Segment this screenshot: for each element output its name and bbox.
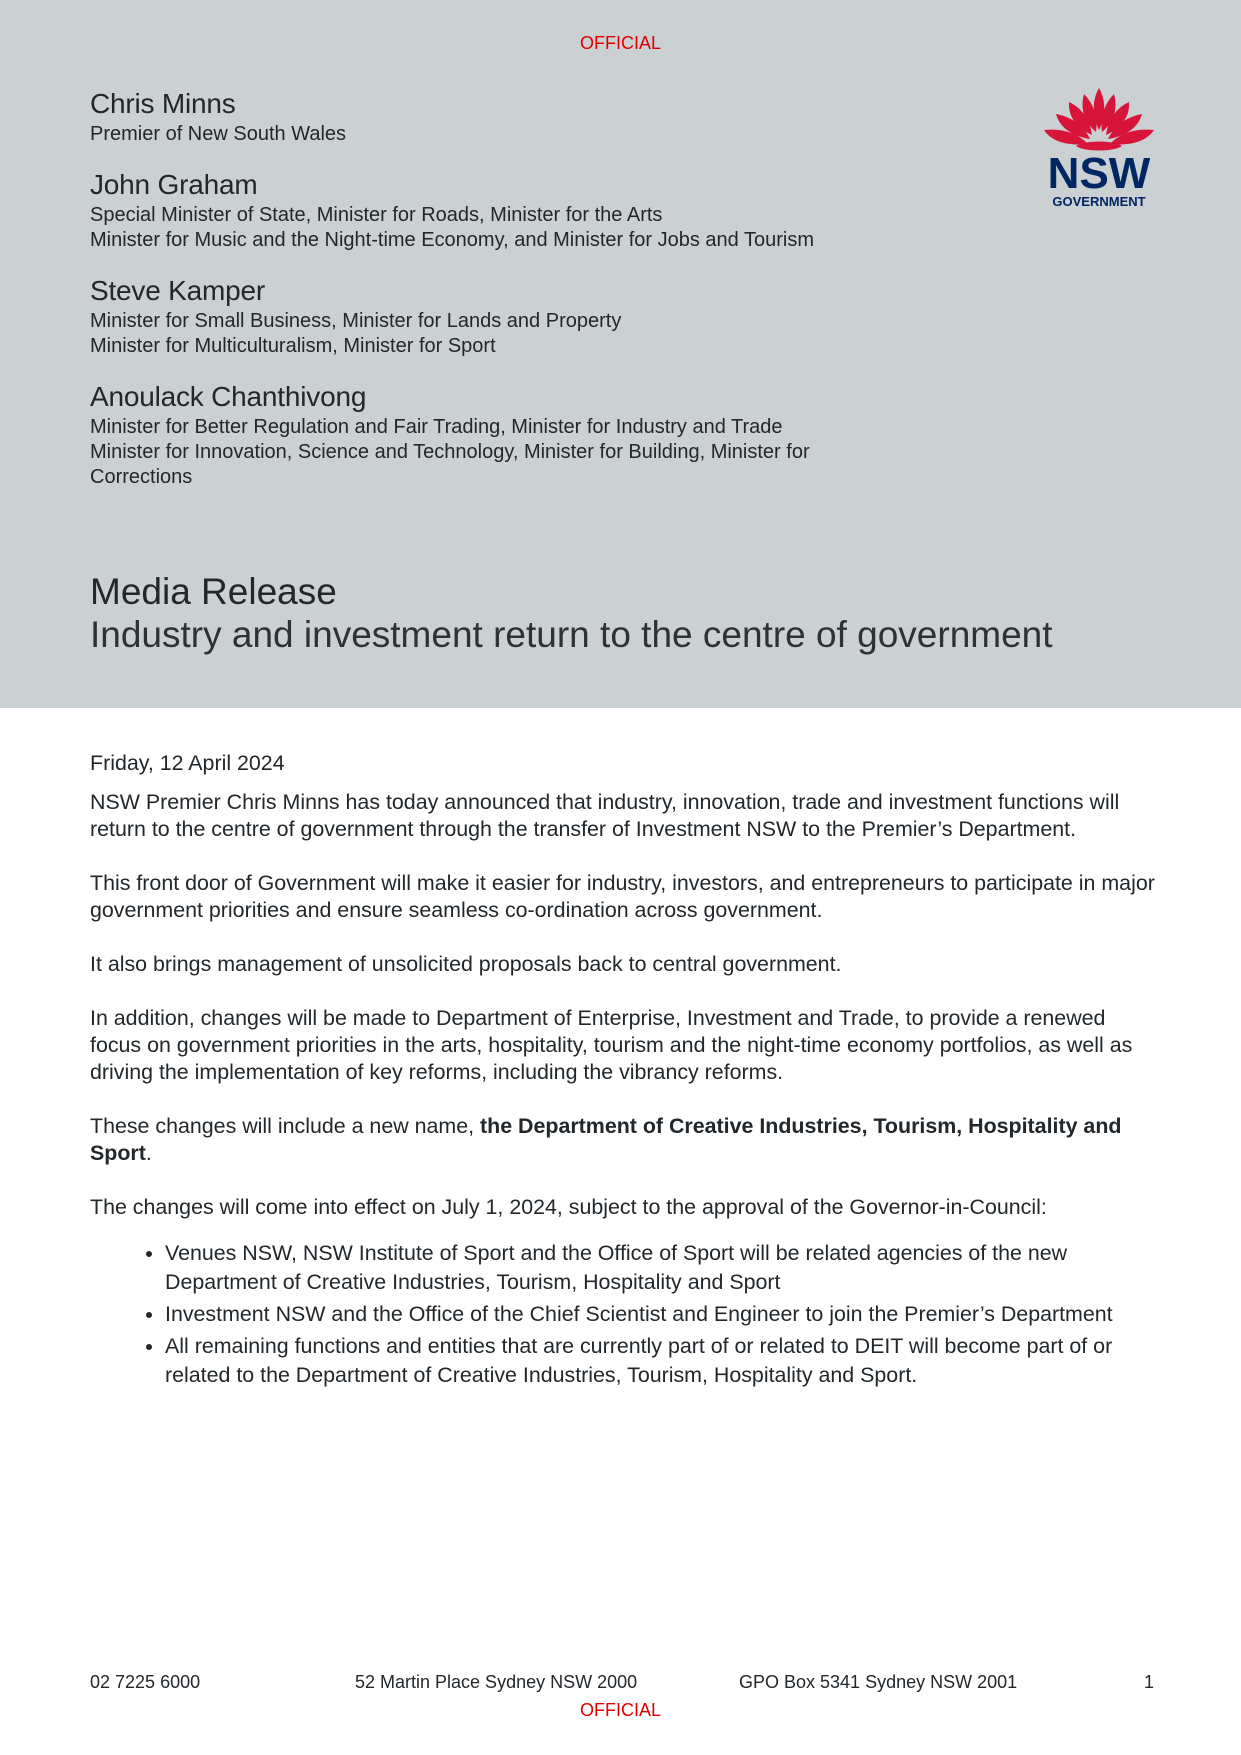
minister-block [90,169,990,253]
minister-name: Anoulack Chanthivong [90,381,367,412]
release-subtitle: Industry and investment return to the centre of government [90,614,1053,655]
release-body [90,750,1160,1393]
minister-role: Premier of New South Wales [90,123,347,145]
list-item: • Venues NSW, NSW Institute of Sport and the Office of Sport will be related agencies of the new Department of Creative Industries, Tourism, Hospitality and Sport [165,1239,1160,1297]
paragraph-end: . [145,1141,152,1165]
minister-list [90,88,990,512]
minister-name: John Graham [90,169,258,200]
minister-role: Minister for Innovation, Science and Technology, Minister for Building, Minister for [90,441,810,463]
release-title: Media Release [90,571,337,612]
waratah-flower-icon [1044,88,1154,151]
minister-role: Minister for Small Business, Minister for Lands and Property [90,310,622,332]
logo-wordmark: NSW [1047,149,1151,198]
minister-block [90,88,990,147]
paragraph-lead: These changes will include a new name, [90,1114,481,1138]
logo-subtext: GOVERNMENT [1052,194,1146,209]
classification-top: OFFICIAL [579,33,661,53]
paragraph: In addition, changes will be made to Department of Enterprise, Investment and Trade, to provide a renewed focus on government priorities in the arts, hospitality, tourism and the night-time economy portfolios, as well as driving the implementation of key reforms, including the vibrancy reforms. [90,1006,1133,1084]
paragraph [90,1113,1160,1167]
minister-role: Minister for Multiculturalism, Minister for Sport [90,335,496,357]
minister-block [90,275,990,359]
nsw-government-logo-icon [1040,86,1158,210]
page-number: 1 [1144,1672,1155,1692]
department-name: the Department of Creative Industries, Tourism, Hospitality and Sport [90,1114,1122,1165]
footer-address: 52 Martin Place Sydney NSW 2000 [355,1672,638,1692]
paragraph: NSW Premier Chris Minns has today announced that industry, innovation, trade and investment functions will return to the centre of government through the transfer of Investment NSW to the Premier’s Department. [90,790,1120,841]
minister-role: Corrections [90,466,193,488]
footer-po-box: GPO Box 5341 Sydney NSW 2001 [739,1672,1018,1692]
minister-role: Minister for Music and the Night-time Economy, and Minister for Jobs and Tourism [90,229,814,251]
footer-phone: 02 7225 6000 [90,1672,201,1692]
list-item: • Investment NSW and the Office of the Chief Scientist and Engineer to join the Premier’s Department [165,1300,1160,1329]
minister-block [90,381,990,490]
paragraph: The changes will come into effect on July 1, 2024, subject to the approval of the Governor-in-Council: [90,1195,1047,1219]
paragraph: It also brings management of unsolicited proposals back to central government. [90,952,842,976]
bullet-list [90,1239,1160,1390]
paragraph: This front door of Government will make it easier for industry, investors, and entrepreneurs to participate in major government priorities and ensure seamless co-ordination across government. [90,871,1155,922]
minister-name: Steve Kamper [90,275,266,306]
classification-bottom: OFFICIAL [579,1700,661,1720]
minister-role: Minister for Better Regulation and Fair Trading, Minister for Industry and Trade [90,416,783,438]
list-item: • All remaining functions and entities that are currently part of or related to DEIT will become part of or related to the Department of Creative Industries, Tourism, Hospitality and Sport. [165,1332,1160,1390]
minister-role: Special Minister of State, Minister for Roads, Minister for the Arts [90,204,663,226]
minister-name: Chris Minns [90,88,236,119]
release-date: Friday, 12 April 2024 [90,751,285,775]
